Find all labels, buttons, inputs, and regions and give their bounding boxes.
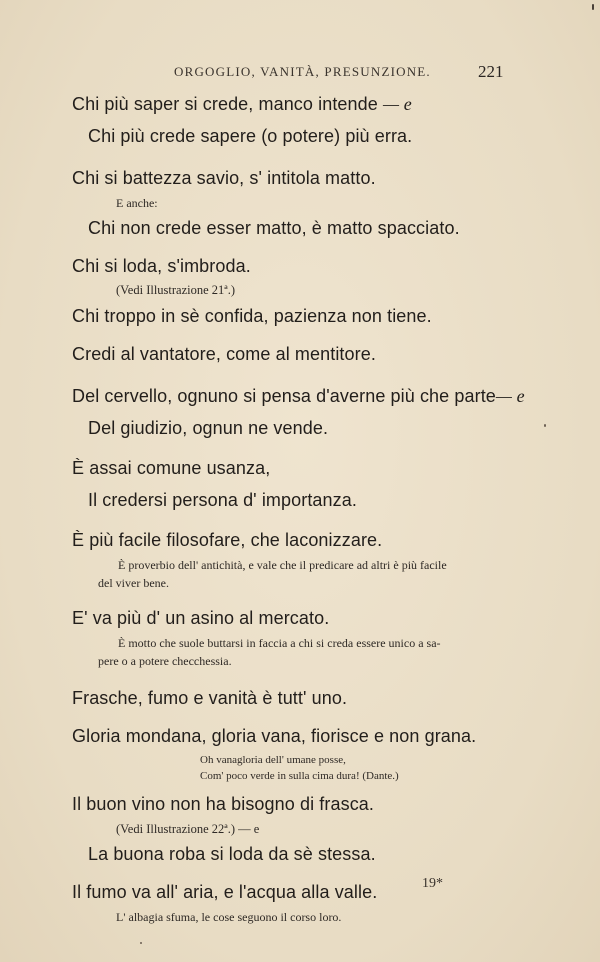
- running-title: ORGOGLIO, VANITÀ, PRESUNZIONE.: [174, 64, 431, 79]
- proverb-entry: [0, 682, 600, 714]
- proverb-note: [0, 556, 600, 592]
- note-line: pere o a potere checchessia.: [98, 654, 232, 668]
- proverb-note: (Vedi Illustrazione 21ª.): [116, 283, 236, 297]
- proverb-line: È più facile filosofare, che laconizzare.: [72, 530, 383, 550]
- note-line: del viver bene.: [98, 576, 169, 590]
- signature-mark: 19*: [422, 876, 443, 891]
- paper-speck: [544, 424, 546, 427]
- proverb-list: [0, 88, 600, 926]
- proverb-line: Chi troppo in sè confida, pazienza non tiene.: [72, 306, 432, 326]
- proverb-line: Frasche, fumo e vanità è tutt' uno.: [72, 688, 348, 708]
- note-line: È proverbio dell' antichità, e vale che il predicare ad altri è più facile: [118, 558, 447, 572]
- proverb-note: E anche:: [116, 196, 158, 210]
- proverb-entry: [0, 452, 600, 516]
- proverb-line: Credi al vantatore, come al mentitore.: [72, 344, 376, 364]
- proverb-line: Chi si battezza savio, s' intitola matto.: [72, 168, 376, 188]
- proverb-line: Chi più saper si crede, manco intende: [72, 94, 378, 114]
- proverb-line: Gloria mondana, gloria vana, fiorisce e non grana.: [72, 726, 477, 746]
- proverb-line: Del giudizio, ognun ne vende.: [88, 418, 329, 438]
- proverb-note: [0, 634, 600, 670]
- quote-line: Oh vanagloria dell' umane posse,: [200, 754, 346, 766]
- proverb-line: Chi più crede sapere (o potere) più erra.: [88, 126, 413, 146]
- quote-line: Com' poco verde in sulla cima dura! (Dante.): [200, 770, 399, 782]
- proverb-entry: [0, 250, 600, 298]
- proverb-line: Chi si loda, s'imbroda.: [72, 256, 251, 276]
- proverb-line: Il buon vino non ha bisogno di frasca.: [72, 794, 375, 814]
- proverb-line: Chi non crede esser matto, è matto spacciato.: [88, 218, 460, 238]
- proverb-entry: [0, 876, 600, 926]
- note-line: È motto che suole buttarsi in faccia a chi si creda essere unico a sa-: [118, 636, 441, 650]
- proverb-note: (Vedi Illustrazione 22ª.) — e: [116, 822, 260, 836]
- proverb-note: L' albagia sfuma, le cose seguono il corso loro.: [116, 910, 342, 924]
- paper-speck: [592, 4, 594, 10]
- proverb-entry: [0, 720, 600, 784]
- proverb-entry: [0, 788, 600, 870]
- connector: — e: [382, 94, 412, 114]
- proverb-entry: [0, 300, 600, 332]
- proverb-line: La buona roba si loda da sè stessa.: [88, 844, 376, 864]
- proverb-line: Del cervello, ognuno si pensa d'averne più che parte: [72, 386, 496, 406]
- paper-speck: [140, 942, 142, 944]
- proverb-line: È assai comune usanza,: [72, 458, 271, 478]
- proverb-entry: [0, 162, 600, 244]
- proverb-entry: [0, 88, 600, 152]
- proverb-entry: [0, 380, 600, 444]
- proverb-entry: [0, 338, 600, 370]
- proverb-line: E' va più d' un asino al mercato.: [72, 608, 330, 628]
- proverb-line: Il fumo va all' aria, e l'acqua alla valle.: [72, 882, 378, 902]
- proverb-entry: [0, 602, 600, 670]
- proverb-entry: [0, 524, 600, 592]
- page-header: [0, 62, 600, 82]
- proverb-line: Il credersi persona d' importanza.: [88, 490, 357, 510]
- page-number: 221: [478, 62, 504, 81]
- connector: — e: [495, 386, 525, 406]
